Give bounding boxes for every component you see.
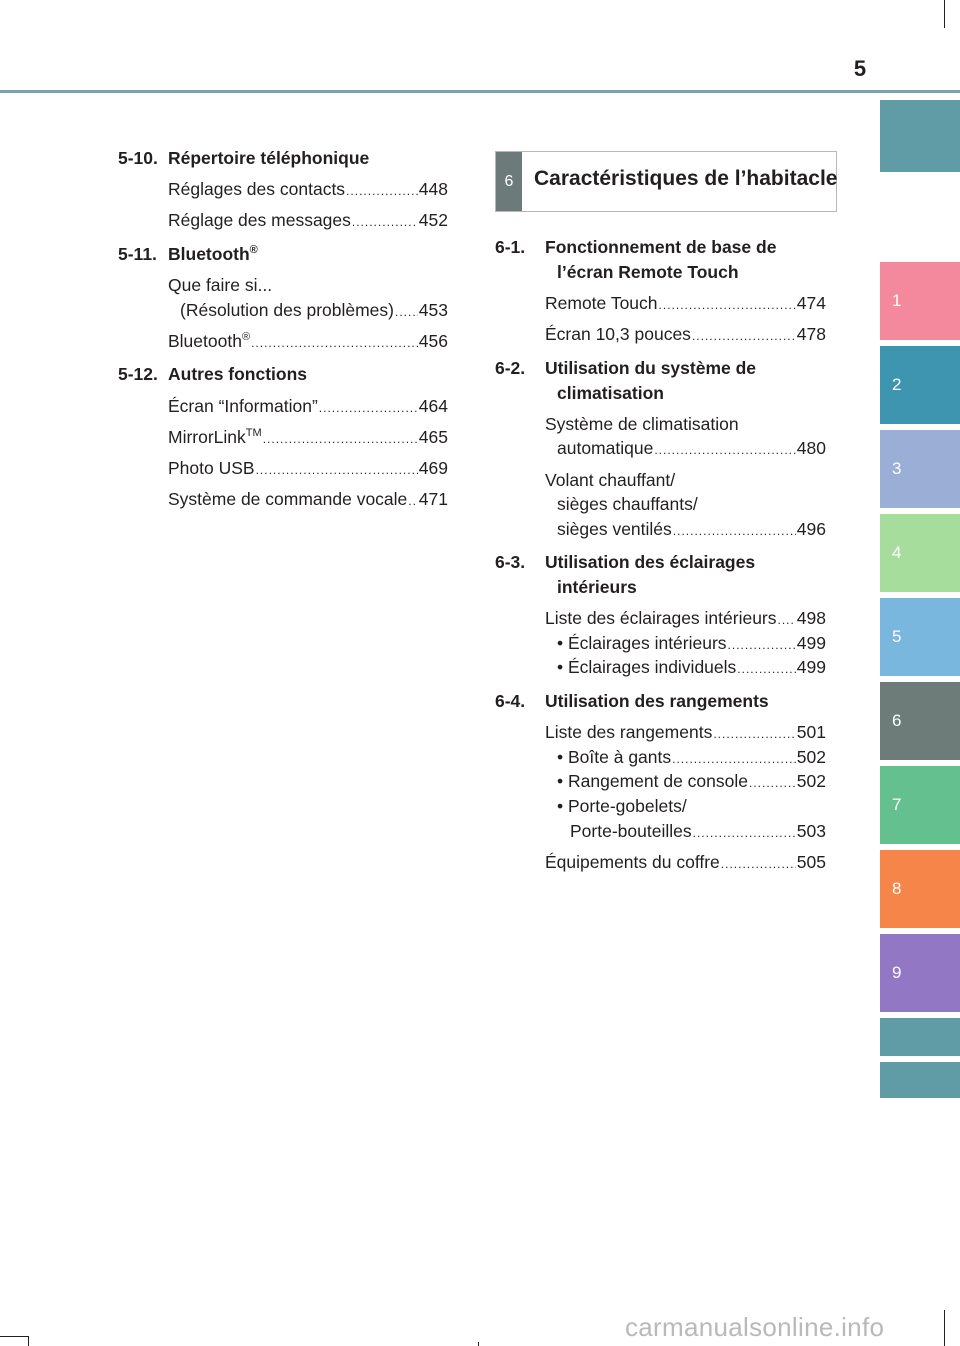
crop-mark-top-right-v xyxy=(944,0,945,28)
chapter-tab-1[interactable]: 1 xyxy=(880,262,960,340)
toc-heading-6-4[interactable]: 6-4. Utilisation des rangements xyxy=(495,691,769,711)
toc-bullet-entry[interactable]: • Éclairages individuels ..... 499 xyxy=(557,657,826,678)
crop-mark-bottom-left-v xyxy=(28,1336,29,1346)
toc-entry-line: Volant chauffant/ xyxy=(545,470,676,490)
toc-entry-line: Système de climatisation xyxy=(545,414,739,434)
toc-heading-line: intérieurs xyxy=(557,577,637,597)
chapter-tab-6[interactable]: 6 xyxy=(880,682,960,760)
chapter-tab-index-2[interactable] xyxy=(880,1062,960,1098)
toc-entry[interactable]: Écran 10,3 pouces ..... 478 xyxy=(545,324,826,345)
toc-entry[interactable]: Système de commande vocale ..... 471 xyxy=(168,489,448,510)
toc-bullet-entry[interactable]: • Rangement de console ..... 502 xyxy=(557,771,826,792)
toc-heading-5-10[interactable]: 5-10. Répertoire téléphonique xyxy=(118,148,370,168)
toc-heading-line: climatisation xyxy=(557,383,664,403)
chapter-tab-index-1[interactable] xyxy=(880,1018,960,1056)
page-number: 5 xyxy=(853,56,867,81)
toc-entry[interactable]: Photo USB ..... 469 xyxy=(168,458,448,479)
toc-heading-5-11[interactable]: 5-11. Bluetooth® xyxy=(118,244,258,264)
header-rule xyxy=(0,90,960,93)
toc-entry[interactable]: Écran “Information” ..... 464 xyxy=(168,396,448,417)
chapter-tab-2[interactable]: 2 xyxy=(880,346,960,424)
toc-entry-line: Que faire si... xyxy=(168,275,273,295)
chapter-tab-4[interactable]: 4 xyxy=(880,514,960,592)
toc-heading-6-3[interactable]: 6-3. Utilisation des éclairages xyxy=(495,552,756,572)
toc-entry[interactable]: Liste des éclairages intérieurs ..... 498 xyxy=(545,608,826,629)
toc-bullet-entry[interactable]: • Boîte à gants ..... 502 xyxy=(557,747,826,768)
crop-mark-bottom-right-v xyxy=(944,1310,945,1346)
toc-entry[interactable]: Bluetooth® ..... 456 xyxy=(168,331,448,352)
toc-bullet-line: • Porte-gobelets/ xyxy=(557,796,687,816)
toc-entry[interactable]: (Résolution des problèmes) ..... 453 xyxy=(180,300,448,321)
toc-entry[interactable]: Liste des rangements ..... 501 xyxy=(545,722,826,743)
crop-mark-bottom-left-h xyxy=(0,1336,28,1337)
chapter-tab-8[interactable]: 8 xyxy=(880,850,960,928)
toc-entry[interactable]: Réglage des messages ..... 452 xyxy=(168,210,448,231)
watermark-url: carmanualsonline.info xyxy=(625,1312,885,1342)
toc-entry[interactable]: sièges ventilés ..... 496 xyxy=(557,519,826,540)
chapter-tab-7[interactable]: 7 xyxy=(880,766,960,844)
section-number-badge: 6 xyxy=(496,152,522,211)
toc-heading-6-1[interactable]: 6-1. Fonctionnement de base de xyxy=(495,237,777,257)
toc-heading-6-2[interactable]: 6-2. Utilisation du système de xyxy=(495,358,757,378)
section-title: Caractéristiques de l’habitacle xyxy=(534,167,838,190)
toc-entry[interactable]: Remote Touch ..... 474 xyxy=(545,293,826,314)
toc-bullet-entry[interactable]: • Éclairages intérieurs ..... 499 xyxy=(557,633,826,654)
toc-entry[interactable]: MirrorLink™ ..... 465 xyxy=(168,427,448,448)
toc-entry[interactable]: automatique ..... 480 xyxy=(557,438,826,459)
toc-entry[interactable]: Équipements du coffre ..... 505 xyxy=(545,852,826,873)
toc-heading-5-12[interactable]: 5-12. Autres fonctions xyxy=(118,364,308,384)
crop-mark-bottom-center xyxy=(478,1342,479,1346)
toc-entry-line: sièges chauffants/ xyxy=(557,494,698,514)
toc-entry[interactable]: Porte-bouteilles ..... 503 xyxy=(570,821,826,842)
chapter-tab-5[interactable]: 5 xyxy=(880,598,960,676)
toc-entry[interactable]: Réglages des contacts ..... 448 xyxy=(168,179,448,200)
chapter-tab-9[interactable]: 9 xyxy=(880,934,960,1012)
chapter-tab-top[interactable] xyxy=(880,100,960,172)
toc-heading-line: l’écran Remote Touch xyxy=(557,262,739,282)
section-header xyxy=(495,151,837,212)
chapter-tab-3[interactable]: 3 xyxy=(880,430,960,508)
